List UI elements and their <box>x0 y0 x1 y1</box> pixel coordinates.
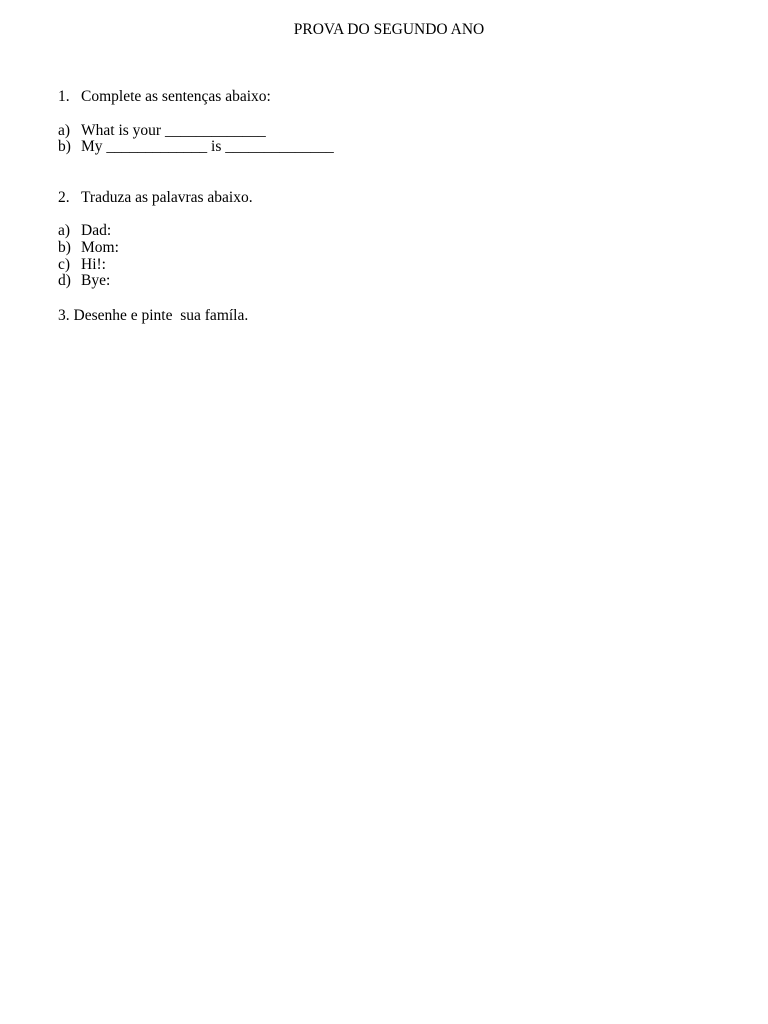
question-2-number: 2. <box>58 189 70 206</box>
question-1-number: 1. <box>58 88 70 105</box>
question-1-item-b-text: My _____________ is ______________ <box>81 138 334 155</box>
question-2-item-d-text: Bye: <box>81 272 111 289</box>
question-2-item-a <box>58 222 112 239</box>
question-2-item-d <box>58 272 111 289</box>
page-title: PROVA DO SEGUNDO ANO <box>293 21 485 38</box>
question-2-item-c-text: Hi!: <box>81 256 106 273</box>
question-3-text: 3. Desenhe e pinte sua famíla. <box>58 307 249 324</box>
question-2-item-c <box>58 256 106 273</box>
question-1-heading <box>58 88 271 105</box>
question-1-item-a <box>58 122 266 139</box>
question-1-item-a-label: a) <box>58 122 71 139</box>
question-2-prompt: Traduza as palavras abaixo. <box>81 189 253 206</box>
question-2-item-c-label: c) <box>58 256 71 273</box>
question-2-item-a-label: a) <box>58 222 71 239</box>
question-1-item-a-text: What is your _____________ <box>81 122 266 139</box>
question-2-item-b-label: b) <box>58 239 71 256</box>
question-1-item-b <box>58 138 334 155</box>
question-1-prompt: Complete as sentenças abaixo: <box>81 88 271 105</box>
question-1-item-b-label: b) <box>58 138 71 155</box>
question-2-item-b <box>58 239 119 256</box>
question-2-item-d-label: d) <box>58 272 71 289</box>
question-2-heading <box>58 189 253 206</box>
question-2-item-b-text: Mom: <box>81 239 119 256</box>
question-2-item-a-text: Dad: <box>81 222 112 239</box>
